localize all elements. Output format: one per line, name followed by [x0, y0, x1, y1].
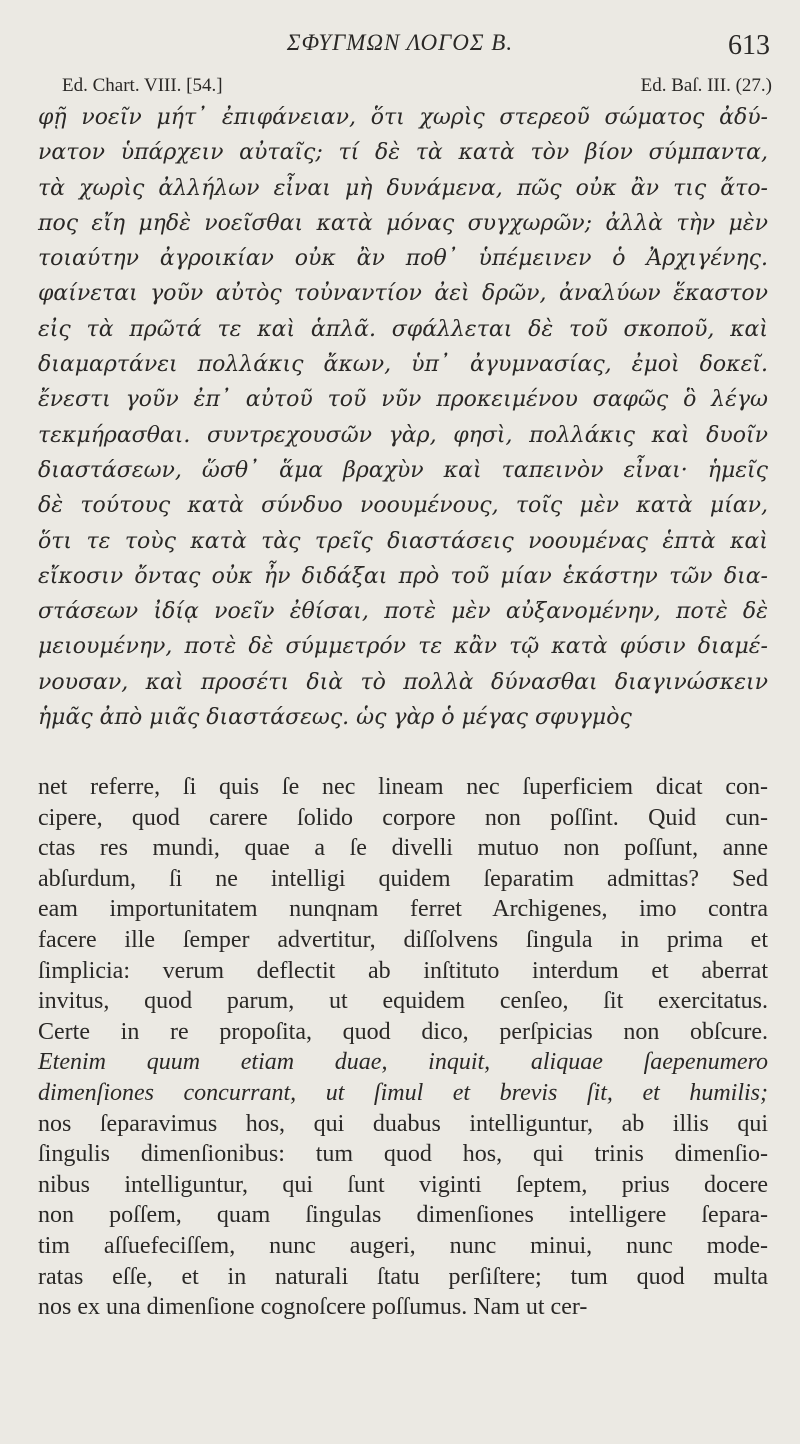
latin-text-line: cipere, quod carere ſolido corpore non poſſint. Quid cun- [38, 804, 768, 831]
latin-text-line: net referre, ſi quis ſe nec lineam nec ſuperficiem dicat con- [38, 774, 768, 800]
greek-text-line: διαστάσεων, ὥσθ᾽ ἅμα βραχὺν καὶ ταπεινὸν εἶναι· ἡμεῖς [38, 457, 768, 483]
greek-text-line: τὰ χωρὶς ἀλλήλων εἶναι μὴ δυνάμενα, πῶς οὐκ ἂν τις ἄτο- [38, 175, 768, 201]
latin-text-line: non poſſem, quam ſingulas dimenſiones intelligere ſepara- [38, 1202, 768, 1229]
latin-text-line: nos ſeparavimus hos, qui duabus intelliguntur, ab illis qui [38, 1110, 768, 1137]
latin-text-line: dimenſiones concurrant, ut ſimul et brevis ſit, et humilis; [38, 1079, 768, 1106]
latin-text-line: Certe in re propoſita, quod dico, perſpicias non obſcure. [38, 1018, 768, 1045]
latin-text-line: ſingulis dimenſionibus: tum quod hos, qui trinis dimenſio- [38, 1141, 768, 1168]
greek-text-line: ἔνεστι γοῦν ἐπ᾽ αὐτοῦ τοῦ νῦν προκειμένου σαφῶς ὃ λέγω [38, 387, 768, 413]
latin-text-line: ctas res mundi, quae a ſe divelli mutuo non poſſunt, anne [38, 835, 768, 862]
greek-text-line: δὲ τούτους κατὰ σύνδυο νοουμένους, τοῖς μὲν κατὰ μίαν, [38, 493, 768, 519]
latin-text-line: eam importunitatem nunqnam ferret Archigenes, imo contra [38, 896, 768, 923]
greek-text-line: στάσεων ἰδίᾳ νοεῖν ἐθίσαι, ποτὲ μὲν αὐξανομένην, ποτὲ δὲ [38, 599, 768, 625]
greek-text-line: φαίνεται γοῦν αὐτὸς τοὐναντίον ἀεὶ δρῶν, ἀναλύων ἕκαστον [38, 281, 768, 307]
latin-text-line: nos ex una dimenſione cognoſcere poſſumus. Nam ut cer- [38, 1294, 588, 1321]
greek-text-line: τοιαύτην ἀγροικίαν οὐκ ἂν ποθ᾽ ὑπέμεινεν ὁ Ἀρχιγένης. [38, 246, 768, 272]
latin-text-line: ſimplicia: verum deflectit ab inſtituto interdum et aberrat [38, 957, 768, 984]
latin-text-line: nibus intelliguntur, qui ſunt viginti ſeptem, prius docere [38, 1171, 768, 1198]
latin-text-line: ratas eſſe, et in naturali ſtatu perſiſtere; tum quod multa [38, 1263, 768, 1290]
greek-text-line: φῇ νοεῖν μήτ᾽ ἐπιφάνειαν, ὅτι χωρὶς στερεοῦ σώματος ἀδύ- [38, 105, 768, 130]
greek-text-line: ἡμᾶς ἀπὸ μιᾶς διαστάσεως. ὡς γὰρ ὁ μέγας σφυγμὸς [38, 705, 632, 731]
latin-text-line: Etenim quum etiam duae, inquit, aliquae ſaepenumero [38, 1049, 768, 1076]
edition-reference-left: Ed. Chart. VIII. [54.] [62, 75, 223, 96]
latin-text-line: facere ille ſemper advertitur, diſſolvens ſingula in prima et [38, 926, 768, 953]
greek-text-line: ὅτι τε τοὺς κατὰ τὰς τρεῖς διαστάσεις νοουμένας ἑπτὰ καὶ [38, 528, 768, 554]
latin-text-line: abſurdum, ſi ne intelligi quidem ſeparatim admittas? Sed [38, 865, 768, 892]
latin-text-line: invitus, quod parum, ut equidem cenſeo, ſit exercitatus. [38, 988, 768, 1015]
latin-text-line: tim aſſuefeciſſem, nunc augeri, nunc minui, nunc mode- [38, 1232, 768, 1259]
greek-text-block [38, 100, 768, 735]
greek-text-line: τεκμήρασθαι. συντρεχουσῶν γὰρ, φησὶ, πολλάκις καὶ δυοῖν [38, 422, 768, 448]
running-title: ΣΦΥΓΜΩΝ ΛΟΓΟΣ Β. [286, 30, 514, 55]
greek-text-line: διαμαρτάνει πολλάκις ἄκων, ὑπ᾽ ἀγυμνασίας, ἐμοὶ δοκεῖ. [38, 352, 768, 378]
greek-text-line: εἰς τὰ πρῶτά τε καὶ ἁπλᾶ. σφάλλεται δὲ τοῦ σκοποῦ, καὶ [38, 316, 768, 342]
page-number: 613 [728, 30, 770, 61]
greek-text-line: νουσαν, καὶ προσέτι διὰ τὸ πολλὰ δύνασθαι διαγινώσκειν [38, 669, 768, 695]
greek-text-line: εἴκοσιν ὄντας οὐκ ἦν διδάξαι πρὸ τοῦ μίαν ἑκάστην τῶν δια- [38, 563, 768, 589]
latin-text-block [38, 772, 768, 1323]
edition-reference-right: Ed. Baſ. III. (27.) [640, 75, 772, 96]
greek-text-line: νατον ὑπάρχειν αὐταῖς; τί δὲ τὰ κατὰ τὸν βίον σύμπαντα, [38, 140, 768, 166]
greek-text-line: μειουμένην, ποτὲ δὲ σύμμετρόν τε κἂν τῷ κατὰ φύσιν διαμέ- [38, 634, 768, 660]
greek-text-line: πος εἴη μηδὲ νοεῖσθαι κατὰ μόνας συγχωρῶν; ἀλλὰ τὴν μὲν [38, 210, 768, 236]
